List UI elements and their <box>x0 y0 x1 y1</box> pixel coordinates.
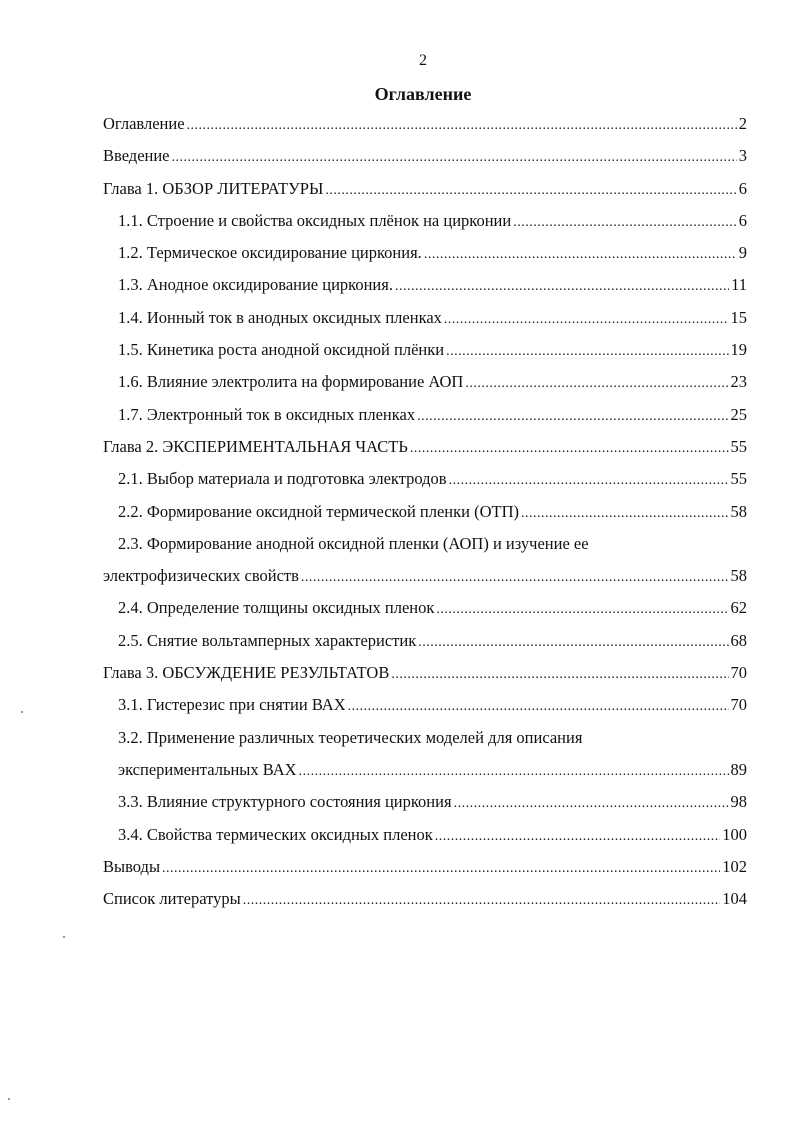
toc-entry-label: 2.2. Формирование оксидной термической пленки (ОТП) <box>118 501 520 521</box>
toc-entry-page: 25 <box>730 404 747 424</box>
toc-entry-label: экспериментальных ВАХ <box>118 759 297 779</box>
scan-speck <box>8 1098 10 1100</box>
toc-entry[interactable] <box>103 819 747 851</box>
dot-leader <box>465 368 728 400</box>
toc-entry-label: 1.3. Анодное оксидирование циркония. <box>118 275 393 295</box>
toc-entry-label: электрофизических свойств <box>103 566 299 586</box>
toc-entry[interactable] <box>103 786 747 818</box>
toc-entry-label: Глава 1. ОБЗОР ЛИТЕРАТУРЫ <box>103 178 324 198</box>
dot-leader <box>395 271 729 303</box>
toc-entry-page: 55 <box>730 469 747 489</box>
toc-entry[interactable] <box>103 205 747 237</box>
dot-leader <box>521 498 728 530</box>
toc-entry[interactable] <box>103 237 747 269</box>
scan-speck <box>63 936 65 938</box>
toc-entry-page: 55 <box>730 436 747 456</box>
toc-entry[interactable] <box>103 592 747 624</box>
toc-entry-label: 1.1. Строение и свойства оксидных плёнок на цирконии <box>118 210 512 230</box>
toc-entry[interactable] <box>103 302 747 334</box>
toc-entry-label: 3.3. Влияние структурного состояния циркония <box>118 792 452 812</box>
toc-entry[interactable] <box>103 754 747 786</box>
toc-entry-label-line1[interactable]: 2.3. Формирование анодной оксидной пленки (АОП) и изучение ее <box>118 533 589 553</box>
toc-entry-label: 1.7. Электронный ток в оксидных пленках <box>118 404 416 424</box>
toc-entry[interactable] <box>103 496 747 528</box>
toc-entry[interactable] <box>103 334 747 366</box>
dot-leader <box>418 627 728 659</box>
dot-leader <box>391 659 728 691</box>
toc-entry[interactable] <box>103 883 747 915</box>
toc-entry-label: Выводы <box>103 856 161 876</box>
dot-leader <box>301 562 729 594</box>
toc-entry-label: Глава 3. ОБСУЖДЕНИЕ РЕЗУЛЬТАТОВ <box>103 663 390 683</box>
toc-entry-label: Список литературы <box>103 889 241 909</box>
toc-entry[interactable] <box>103 463 747 495</box>
toc-entry-label: 1.4. Ионный ток в анодных оксидных пленках <box>118 307 442 327</box>
toc-entry[interactable] <box>103 625 747 657</box>
toc-entry-page: 102 <box>722 856 747 876</box>
toc-entry-page: 3 <box>738 146 747 166</box>
toc-entry-page: 11 <box>731 275 747 295</box>
toc-entry[interactable] <box>103 657 747 689</box>
scan-speck <box>21 711 23 713</box>
toc-entry[interactable] <box>103 269 747 301</box>
toc-entry-page: 6 <box>738 210 747 230</box>
dot-leader <box>446 336 728 368</box>
toc-entry-label: 3.4. Свойства термических оксидных пленок <box>118 824 433 844</box>
toc-entry-label-line1[interactable]: 3.2. Применение различных теоретических моделей для описания <box>118 727 583 747</box>
toc-entry-label: 1.5. Кинетика роста анодной оксидной плёнки <box>118 340 445 360</box>
toc-entry-page: 100 <box>722 824 747 844</box>
toc-entry-page: 70 <box>730 695 747 715</box>
toc-entry-label: 2.4. Определение толщины оксидных пленок <box>118 598 435 618</box>
table-of-contents <box>103 108 747 915</box>
dot-leader <box>424 239 737 271</box>
page-number: 2 <box>419 52 427 69</box>
toc-entry-label: 1.6. Влияние электролита на формирование АОП <box>118 372 464 392</box>
toc-entry-page: 15 <box>730 307 747 327</box>
toc-entry[interactable] <box>103 851 747 883</box>
toc-entry-page: 9 <box>738 243 747 263</box>
toc-entry[interactable] <box>103 173 747 205</box>
toc-entry-label: 1.2. Термическое оксидирование циркония. <box>118 243 422 263</box>
toc-entry[interactable] <box>103 431 747 463</box>
toc-entry-page: 70 <box>730 663 747 683</box>
toc-entry-label: Введение <box>103 146 170 166</box>
dot-leader <box>172 142 737 174</box>
toc-entry-page: 19 <box>730 340 747 360</box>
toc-entry[interactable] <box>103 560 747 592</box>
dot-leader <box>162 853 720 885</box>
toc-entry-label: 2.5. Снятие вольтамперных характеристик <box>118 630 417 650</box>
toc-entry-page: 89 <box>730 759 747 779</box>
toc-entry-label: 2.1. Выбор материала и подготовка электродов <box>118 469 447 489</box>
dot-leader <box>436 594 728 626</box>
toc-entry-page: 2 <box>738 114 747 133</box>
dot-leader <box>417 401 728 433</box>
toc-entry-page: 6 <box>738 178 747 198</box>
dot-leader <box>449 465 729 497</box>
toc-title: Оглавление <box>374 84 472 104</box>
toc-entry[interactable] <box>103 689 747 721</box>
toc-entry-page: 62 <box>730 598 747 618</box>
toc-entry-page: 58 <box>730 566 747 586</box>
dot-leader <box>454 788 729 820</box>
dot-leader <box>325 175 736 207</box>
toc-entry-page: 98 <box>730 792 747 812</box>
toc-entry-label: Оглавление <box>103 114 185 133</box>
toc-entry[interactable] <box>103 140 747 172</box>
toc-entry-label: 3.1. Гистерезис при снятии ВАХ <box>118 695 346 715</box>
dot-leader <box>444 304 729 336</box>
dot-leader <box>243 885 721 917</box>
toc-entry-page: 58 <box>730 501 747 521</box>
toc-entry-page: 68 <box>730 630 747 650</box>
dot-leader <box>410 433 729 465</box>
toc-entry[interactable] <box>103 108 747 140</box>
toc-entry[interactable] <box>103 366 747 398</box>
toc-entry-page: 104 <box>722 889 747 909</box>
dot-leader <box>513 207 737 239</box>
dot-leader <box>348 691 729 723</box>
toc-entry[interactable] <box>103 399 747 431</box>
dot-leader <box>187 110 737 142</box>
dot-leader <box>435 821 720 853</box>
dot-leader <box>299 756 729 788</box>
toc-entry-label: Глава 2. ЭКСПЕРИМЕНТАЛЬНАЯ ЧАСТЬ <box>103 436 408 456</box>
toc-entry-page: 23 <box>730 372 747 392</box>
